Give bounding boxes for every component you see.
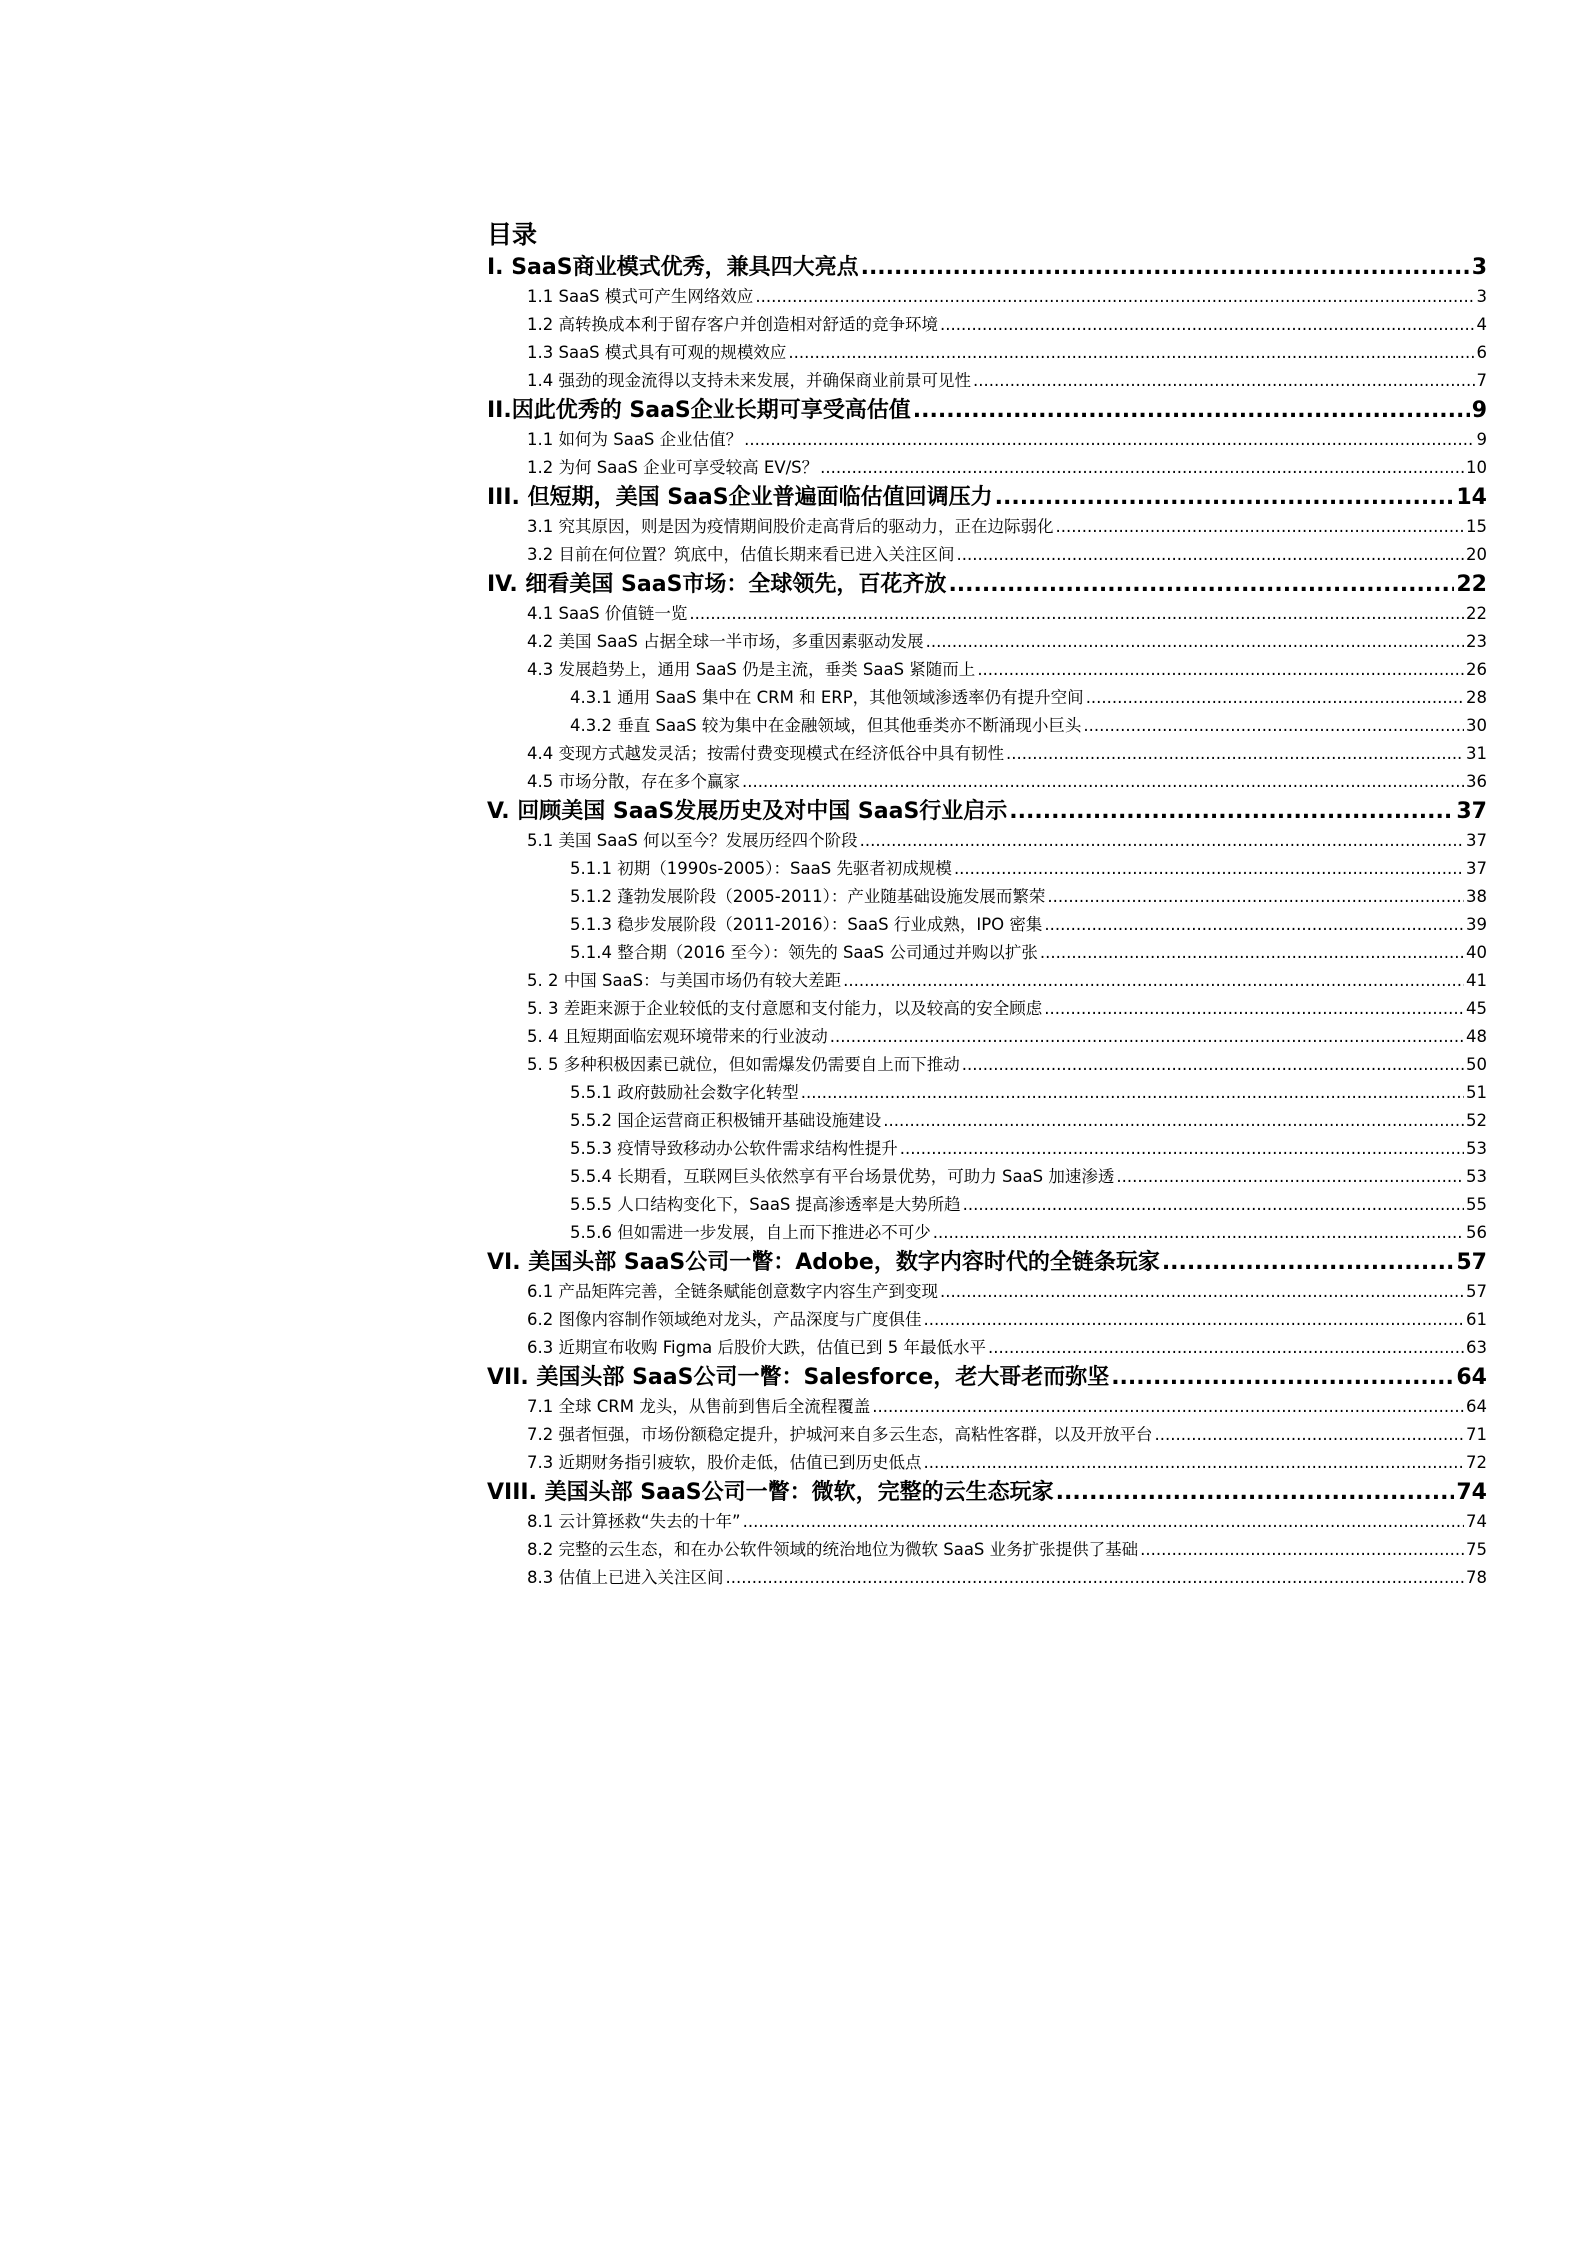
- toc-entry-page-number: 63: [1466, 1338, 1487, 1357]
- toc-entries: [487, 252, 1487, 1592]
- toc-entry-page-number: 41: [1466, 971, 1487, 990]
- toc-entry-level-2[interactable]: [487, 454, 1487, 482]
- toc-entry-label: 5.5.1 政府鼓励社会数字化转型: [570, 1083, 799, 1102]
- toc-entry-label: 3.1 究其原因，则是因为疫情期间股价走高背后的驱动力，正在边际弱化: [527, 517, 1054, 536]
- toc-leader-dots: [926, 628, 1464, 656]
- toc-entry-label: 7.1 全球 CRM 龙头，从售前到售后全流程覆盖: [527, 1397, 871, 1416]
- toc-entry-label: 8.3 估值上已进入关注区间: [527, 1568, 724, 1587]
- toc-leader-dots: [744, 426, 1474, 454]
- toc-entry-page-number: 30: [1466, 716, 1487, 735]
- toc-entry-level-3[interactable]: [487, 911, 1487, 939]
- toc-entry-level-3[interactable]: [487, 939, 1487, 967]
- toc-leader-dots: [913, 395, 1470, 426]
- toc-entry-level-3[interactable]: [487, 1191, 1487, 1219]
- toc-entry-label: 5.1.3 稳步发展阶段（2011-2016）：SaaS 行业成熟，IPO 密集: [570, 915, 1043, 934]
- toc-entry-label: 7.2 强者恒强，市场份额稳定提升，护城河来自多云生态，高粘性客群，以及开放平台: [527, 1425, 1153, 1444]
- toc-entry-level-2[interactable]: [487, 283, 1487, 311]
- toc-entry-page-number: 6: [1476, 343, 1487, 362]
- toc-entry-label: VIII. 美国头部 SaaS公司一瞥：微软，完整的云生态玩家: [487, 1480, 1054, 1505]
- toc-entry-label: 7.3 近期财务指引疲软，股价走低，估值已到历史低点: [527, 1453, 922, 1472]
- toc-leader-dots: [860, 827, 1464, 855]
- toc-entry-level-2[interactable]: [487, 311, 1487, 339]
- toc-entry-label: 6.3 近期宣布收购 Figma 后股价大跌，估值已到 5 年最低水平: [527, 1338, 986, 1357]
- toc-entry-label: 5.5.5 人口结构变化下，SaaS 提高渗透率是大势所趋: [570, 1195, 961, 1214]
- toc-entry-label: 1.3 SaaS 模式具有可观的规模效应: [527, 343, 787, 362]
- toc-entry-page-number: 37: [1466, 859, 1487, 878]
- toc-entry-page-number: 20: [1466, 545, 1487, 564]
- toc-entry-page-number: 53: [1466, 1139, 1487, 1158]
- toc-entry-label: 1.4 强劲的现金流得以支持未来发展，并确保商业前景可见性: [527, 371, 971, 390]
- toc-leader-dots: [933, 1219, 1464, 1247]
- toc-entry-page-number: 74: [1456, 1480, 1487, 1505]
- toc-leader-dots: [1086, 684, 1464, 712]
- toc-entry-page-number: 52: [1466, 1111, 1487, 1130]
- toc-leader-dots: [1083, 712, 1464, 740]
- toc-entry-level-2[interactable]: [487, 1278, 1487, 1306]
- toc-entry-label: I. SaaS商业模式优秀，兼具四大亮点: [487, 255, 859, 280]
- toc-entry-page-number: 3: [1476, 287, 1487, 306]
- toc-entry-page-number: 64: [1456, 1365, 1487, 1390]
- toc-leader-dots: [830, 1023, 1464, 1051]
- toc-entry-level-3[interactable]: [487, 1163, 1487, 1191]
- toc-entry-page-number: 9: [1476, 430, 1487, 449]
- toc-entry-page-number: 38: [1466, 887, 1487, 906]
- toc-leader-dots: [957, 541, 1465, 569]
- table-of-contents: [487, 218, 1487, 1592]
- toc-entry-level-2[interactable]: [487, 827, 1487, 855]
- toc-entry-level-2[interactable]: [487, 600, 1487, 628]
- toc-entry-level-3[interactable]: [487, 1079, 1487, 1107]
- toc-entry-page-number: 37: [1456, 799, 1487, 824]
- toc-leader-dots: [820, 454, 1464, 482]
- toc-entry-page-number: 4: [1476, 315, 1487, 334]
- toc-leader-dots: [954, 855, 1464, 883]
- toc-entry-label: 4.3 发展趋势上，通用 SaaS 仍是主流，垂类 SaaS 紧随而上: [527, 660, 976, 679]
- toc-entry-page-number: 3: [1471, 255, 1487, 280]
- toc-entry-level-1[interactable]: [487, 395, 1487, 426]
- toc-entry-label: 5. 3 差距来源于企业较低的支付意愿和支付能力，以及较高的安全顾虑: [527, 999, 1043, 1018]
- toc-entry-level-3[interactable]: [487, 684, 1487, 712]
- toc-leader-dots: [726, 1564, 1465, 1592]
- toc-entry-level-2[interactable]: [487, 995, 1487, 1023]
- toc-entry-level-3[interactable]: [487, 1135, 1487, 1163]
- toc-leader-dots: [924, 1449, 1465, 1477]
- toc-entry-page-number: 74: [1466, 1512, 1487, 1531]
- toc-entry-level-2[interactable]: [487, 1508, 1487, 1536]
- toc-leader-dots: [861, 252, 1470, 283]
- toc-leader-dots: [1116, 1163, 1464, 1191]
- toc-entry-page-number: 75: [1466, 1540, 1487, 1559]
- toc-entry-label: III. 但短期，美国 SaaS企业普遍面临估值回调压力: [487, 485, 993, 510]
- toc-leader-dots: [742, 768, 1464, 796]
- toc-entry-level-2[interactable]: [487, 1306, 1487, 1334]
- toc-entry-label: 8.1 云计算拯救“失去的十年”: [527, 1512, 741, 1531]
- toc-entry-level-2[interactable]: [487, 967, 1487, 995]
- toc-entry-label: 4.4 变现方式越发灵活；按需付费变现模式在经济低谷中具有韧性: [527, 744, 1004, 763]
- toc-entry-level-1[interactable]: [487, 1362, 1487, 1393]
- toc-entry-page-number: 7: [1476, 371, 1487, 390]
- toc-leader-dots: [1056, 1477, 1455, 1508]
- toc-entry-page-number: 15: [1466, 517, 1487, 536]
- toc-entry-label: 5.5.3 疫情导致移动办公软件需求结构性提升: [570, 1139, 898, 1158]
- toc-leader-dots: [689, 600, 1464, 628]
- toc-entry-level-2[interactable]: [487, 1051, 1487, 1079]
- toc-entry-label: 4.3.1 通用 SaaS 集中在 CRM 和 ERP，其他领域渗透率仍有提升空间: [570, 688, 1084, 707]
- toc-entry-label: VI. 美国头部 SaaS公司一瞥：Adobe，数字内容时代的全链条玩家: [487, 1250, 1160, 1275]
- toc-entry-page-number: 28: [1466, 688, 1487, 707]
- toc-entry-label: 1.1 如何为 SaaS 企业估值？: [527, 430, 743, 449]
- toc-entry-level-2[interactable]: [487, 426, 1487, 454]
- toc-title: 目录: [487, 220, 538, 249]
- toc-entry-label: 5.1.4 整合期（2016 至今）：领先的 SaaS 公司通过并购以扩张: [570, 943, 1038, 962]
- toc-entry-page-number: 39: [1466, 915, 1487, 934]
- toc-entry-page-number: 64: [1466, 1397, 1487, 1416]
- toc-entry-page-number: 23: [1466, 632, 1487, 651]
- toc-entry-label: 5.5.4 长期看，互联网巨头依然享有平台场景优势，可助力 SaaS 加速渗透: [570, 1167, 1115, 1186]
- toc-entry-page-number: 37: [1466, 831, 1487, 850]
- toc-leader-dots: [1044, 911, 1464, 939]
- toc-entry-page-number: 26: [1466, 660, 1487, 679]
- toc-entry-page-number: 53: [1466, 1167, 1487, 1186]
- toc-entry-level-2[interactable]: [487, 1564, 1487, 1592]
- toc-entry-label: 5.5.2 国企运营商正积极铺开基础设施建设: [570, 1111, 882, 1130]
- toc-entry-page-number: 72: [1466, 1453, 1487, 1472]
- toc-entry-page-number: 10: [1466, 458, 1487, 477]
- toc-leader-dots: [973, 367, 1475, 395]
- toc-entry-level-2[interactable]: [487, 513, 1487, 541]
- toc-entry-page-number: 22: [1466, 604, 1487, 623]
- toc-leader-dots: [940, 1278, 1464, 1306]
- toc-entry-page-number: 31: [1466, 744, 1487, 763]
- toc-entry-level-1[interactable]: [487, 569, 1487, 600]
- toc-leader-dots: [1044, 995, 1464, 1023]
- toc-entry-level-2[interactable]: [487, 1023, 1487, 1051]
- toc-entry-level-3[interactable]: [487, 883, 1487, 911]
- toc-leader-dots: [1140, 1536, 1464, 1564]
- toc-entry-label: 1.2 为何 SaaS 企业可享受较高 EV/S？: [527, 458, 819, 477]
- toc-leader-dots: [977, 656, 1464, 684]
- toc-leader-dots: [1040, 939, 1464, 967]
- toc-entry-level-2[interactable]: [487, 1393, 1487, 1421]
- toc-entry-label: 5.5.6 但如需进一步发展，自上而下推进必不可少: [570, 1223, 931, 1242]
- toc-entry-page-number: 51: [1466, 1083, 1487, 1102]
- toc-entry-label: II.因此优秀的 SaaS企业长期可享受高估值: [487, 398, 911, 423]
- toc-leader-dots: [755, 283, 1474, 311]
- toc-entry-label: 5. 5 多种积极因素已就位，但如需爆发仍需要自上而下推动: [527, 1055, 960, 1074]
- toc-entry-level-2[interactable]: [487, 768, 1487, 796]
- toc-entry-page-number: 22: [1456, 572, 1487, 597]
- toc-entry-label: 5.1.2 蓬勃发展阶段（2005-2011）：产业随基础设施发展而繁荣: [570, 887, 1046, 906]
- toc-leader-dots: [995, 482, 1455, 513]
- toc-entry-label: V. 回顾美国 SaaS发展历史及对中国 SaaS行业启示: [487, 799, 1008, 824]
- toc-leader-dots: [801, 1079, 1464, 1107]
- toc-entry-level-2[interactable]: [487, 1449, 1487, 1477]
- toc-entry-label: 1.2 高转换成本利于留存客户并创造相对舒适的竞争环境: [527, 315, 938, 334]
- toc-entry-label: VII. 美国头部 SaaS公司一瞥：Salesforce，老大哥老而弥坚: [487, 1365, 1110, 1390]
- toc-entry-label: 4.1 SaaS 价值链一览: [527, 604, 688, 623]
- toc-entry-page-number: 50: [1466, 1055, 1487, 1074]
- toc-entry-page-number: 9: [1471, 398, 1487, 423]
- toc-entry-level-2[interactable]: [487, 339, 1487, 367]
- toc-leader-dots: [843, 967, 1464, 995]
- toc-leader-dots: [788, 339, 1474, 367]
- toc-entry-level-1[interactable]: [487, 482, 1487, 513]
- toc-entry-page-number: 57: [1466, 1282, 1487, 1301]
- toc-entry-page-number: 57: [1456, 1250, 1487, 1275]
- toc-entry-page-number: 36: [1466, 772, 1487, 791]
- toc-entry-label: 5.1.1 初期（1990s-2005）：SaaS 先驱者初成规模: [570, 859, 952, 878]
- toc-entry-page-number: 55: [1466, 1195, 1487, 1214]
- toc-entry-page-number: 40: [1466, 943, 1487, 962]
- toc-leader-dots: [1009, 796, 1454, 827]
- toc-entry-level-2[interactable]: [487, 367, 1487, 395]
- toc-entry-level-3[interactable]: [487, 1107, 1487, 1135]
- toc-entry-page-number: 48: [1466, 1027, 1487, 1046]
- toc-leader-dots: [743, 1508, 1464, 1536]
- toc-entry-label: 4.2 美国 SaaS 占据全球一半市场，多重因素驱动发展: [527, 632, 924, 651]
- toc-entry-label: 1.1 SaaS 模式可产生网络效应: [527, 287, 754, 306]
- toc-leader-dots: [872, 1393, 1464, 1421]
- toc-entry-level-2[interactable]: [487, 1334, 1487, 1362]
- toc-leader-dots: [1006, 740, 1464, 768]
- toc-entry-level-1[interactable]: [487, 252, 1487, 283]
- toc-entry-page-number: 71: [1466, 1425, 1487, 1444]
- toc-entry-page-number: 14: [1456, 485, 1487, 510]
- toc-entry-level-2[interactable]: [487, 628, 1487, 656]
- toc-entry-label: 6.2 图像内容制作领域绝对龙头，产品深度与广度俱佳: [527, 1310, 922, 1329]
- toc-entry-label: 5. 4 且短期面临宏观环境带来的行业波动: [527, 1027, 828, 1046]
- toc-entry-label: 5. 2 中国 SaaS：与美国市场仍有较大差距: [527, 971, 842, 990]
- toc-leader-dots: [900, 1135, 1464, 1163]
- toc-entry-level-2[interactable]: [487, 541, 1487, 569]
- toc-entry-page-number: 45: [1466, 999, 1487, 1018]
- toc-entry-level-1[interactable]: [487, 1477, 1487, 1508]
- toc-entry-label: 3.2 目前在何位置？筑底中，估值长期来看已进入关注区间: [527, 545, 955, 564]
- toc-leader-dots: [988, 1334, 1464, 1362]
- toc-leader-dots: [963, 1191, 1464, 1219]
- toc-entry-label: 5.1 美国 SaaS 何以至今？发展历经四个阶段: [527, 831, 858, 850]
- toc-entry-label: IV. 细看美国 SaaS市场：全球领先，百花齐放: [487, 572, 947, 597]
- toc-entry-page-number: 56: [1466, 1223, 1487, 1242]
- toc-leader-dots: [883, 1107, 1464, 1135]
- toc-entry-label: 4.3.2 垂直 SaaS 较为集中在金融领域，但其他垂类亦不断涌现小巨头: [570, 716, 1082, 735]
- toc-leader-dots: [1056, 513, 1465, 541]
- toc-entry-level-3[interactable]: [487, 712, 1487, 740]
- toc-leader-dots: [1162, 1247, 1455, 1278]
- toc-leader-dots: [1111, 1362, 1454, 1393]
- toc-entry-level-2[interactable]: [487, 1536, 1487, 1564]
- toc-entry-page-number: 61: [1466, 1310, 1487, 1329]
- toc-leader-dots: [948, 569, 1454, 600]
- toc-leader-dots: [924, 1306, 1465, 1334]
- toc-entry-level-1[interactable]: [487, 796, 1487, 827]
- toc-entry-level-1[interactable]: [487, 1247, 1487, 1278]
- toc-leader-dots: [962, 1051, 1464, 1079]
- toc-leader-dots: [940, 311, 1475, 339]
- toc-entry-label: 8.2 完整的云生态，和在办公软件领域的统治地位为微软 SaaS 业务扩张提供了基础: [527, 1540, 1139, 1559]
- toc-entry-label: 4.5 市场分散，存在多个赢家: [527, 772, 740, 791]
- toc-entry-level-3[interactable]: [487, 1219, 1487, 1247]
- toc-entry-level-3[interactable]: [487, 855, 1487, 883]
- toc-entry-level-2[interactable]: [487, 1421, 1487, 1449]
- toc-leader-dots: [1155, 1421, 1465, 1449]
- toc-leader-dots: [1047, 883, 1464, 911]
- toc-entry-page-number: 78: [1466, 1568, 1487, 1587]
- toc-entry-level-2[interactable]: [487, 656, 1487, 684]
- toc-entry-level-2[interactable]: [487, 740, 1487, 768]
- toc-entry-label: 6.1 产品矩阵完善，全链条赋能创意数字内容生产到变现: [527, 1282, 938, 1301]
